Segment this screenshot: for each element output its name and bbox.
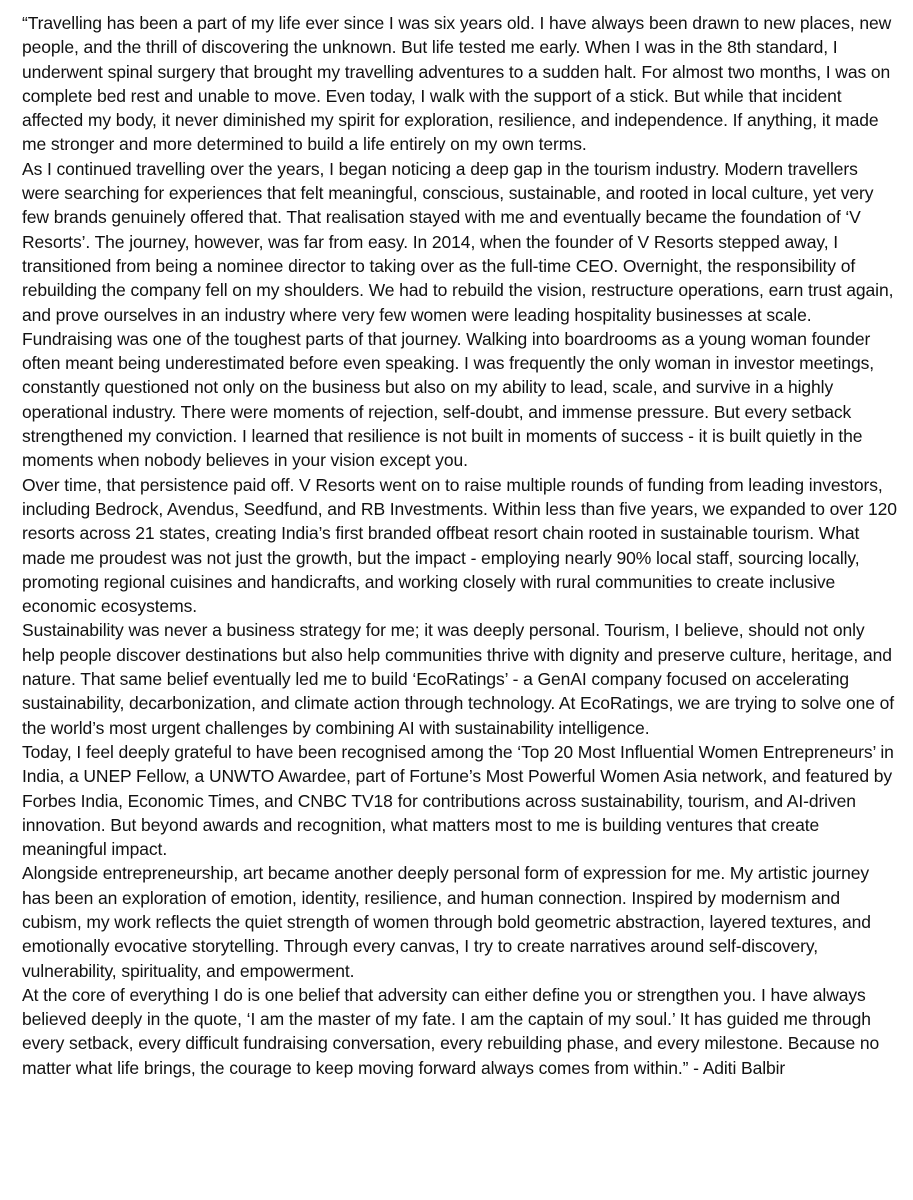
paragraph-v-resorts-founding: As I continued travelling over the years, I began noticing a deep gap in the tourism industry. Modern travellers were searching for experiences that felt meaningful, conscious, sustainable, and rooted in local culture, yet very few brands genuinely offered that. That realisation stayed with me and eventually became the foundation of ‘V Resorts’. The journey, however, was far from easy. In 2014, when the founder of V Resorts stepped away, I transitioned from being a nominee director to taking over as the full-time CEO. Overnight, the responsibility of rebuilding the company fell on my shoulders. We had to rebuild the vision, restructure operations, earn trust again, and prove ourselves in an industry where very few women were leading hospitality businesses at scale. (22, 158, 894, 325)
paragraph-sustainability: Sustainability was never a business strategy for me; it was deeply personal. Tourism, I believe, should not only help people discover destinations but also help communities thrive with dignity and preserve culture, heritage, and nature. That same belief eventually led me to build ‘EcoRatings’ - a GenAI company focused on accelerating sustainability, decarbonization, and climate action through technology. At EcoRatings, we are trying to solve one of the world’s most urgent challenges by combining AI with sustainability intelligence. (22, 620, 895, 738)
paragraph-closing-quote: At the core of everything I do is one belief that adversity can either define you or strengthen you. I have always believed deeply in the quote, ‘I am the master of my fate. I am the captain of my soul.’ It has guided me through every setback, every difficult fundraising conversation, every rebuilding phase, and every milestone. Because no matter what life brings, the courage to keep moving forward always comes from within.” - Aditi Balbir (22, 984, 880, 1078)
paragraph-art: Alongside entrepreneurship, art became another deeply personal form of expression for me. My artistic journey has been an exploration of emotion, identity, resilience, and human connection. Inspired by modernism and cubism, my work reflects the quiet strength of women through bold geometric abstraction, layered textures, and emotionally evocative storytelling. Through every canvas, I try to create narratives around self-discovery, vulnerability, spirituality, and empowerment. (22, 863, 871, 981)
paragraph-growth: Over time, that persistence paid off. V Resorts went on to raise multiple rounds of funding from leading investors, including Bedrock, Avendus, Seedfund, and RB Investments. Within less than five years, we expanded to over 120 resorts across 21 states, creating India’s first branded offbeat resort chain rooted in sustainable tourism. What made me proudest was not just the growth, but the impact - employing nearly 90% local staff, sourcing locally, promoting regional cuisines and handicrafts, and working closely with rural communities to create inclusive economic ecosystems. (22, 474, 897, 617)
paragraph-recognition: Today, I feel deeply grateful to have been recognised among the ‘Top 20 Most Influential Women Entrepreneurs’ in India, a UNEP Fellow, a UNWTO Awardee, part of Fortune’s Most Powerful Women Asia network, and featured by Forbes India, Economic Times, and CNBC TV18 for contributions across sustainability, tourism, and AI-driven innovation. But beyond awards and recognition, what matters most to me is building ventures that create meaningful impact. (22, 741, 894, 860)
paragraph-childhood-travel: “Travelling has been a part of my life ever since I was six years old. I have always been drawn to new places, new people, and the thrill of discovering the unknown. But life tested me early. When I was in the 8th standard, I underwent spinal surgery that brought my travelling adventures to a sudden halt. For almost two months, I was on complete bed rest and unable to move. Even today, I walk with the support of a stick. But while that incident affected my body, it never diminished my spirit for exploration, resilience, and independence. If anything, it made me stronger and more determined to build a life entirely on my own terms. (22, 13, 892, 155)
paragraph-fundraising: Fundraising was one of the toughest parts of that journey. Walking into boardrooms as a young woman founder often meant being underestimated before even speaking. I was frequently the only woman in investor meetings, constantly questioned not only on the business but also on my ability to lead, scale, and survive in a highly operational industry. There were moments of rejection, self-doubt, and immense pressure. But every setback strengthened my conviction. I learned that resilience is not built in moments of success - it is built quietly in the moments when nobody believes in your vision except you. (22, 328, 875, 471)
